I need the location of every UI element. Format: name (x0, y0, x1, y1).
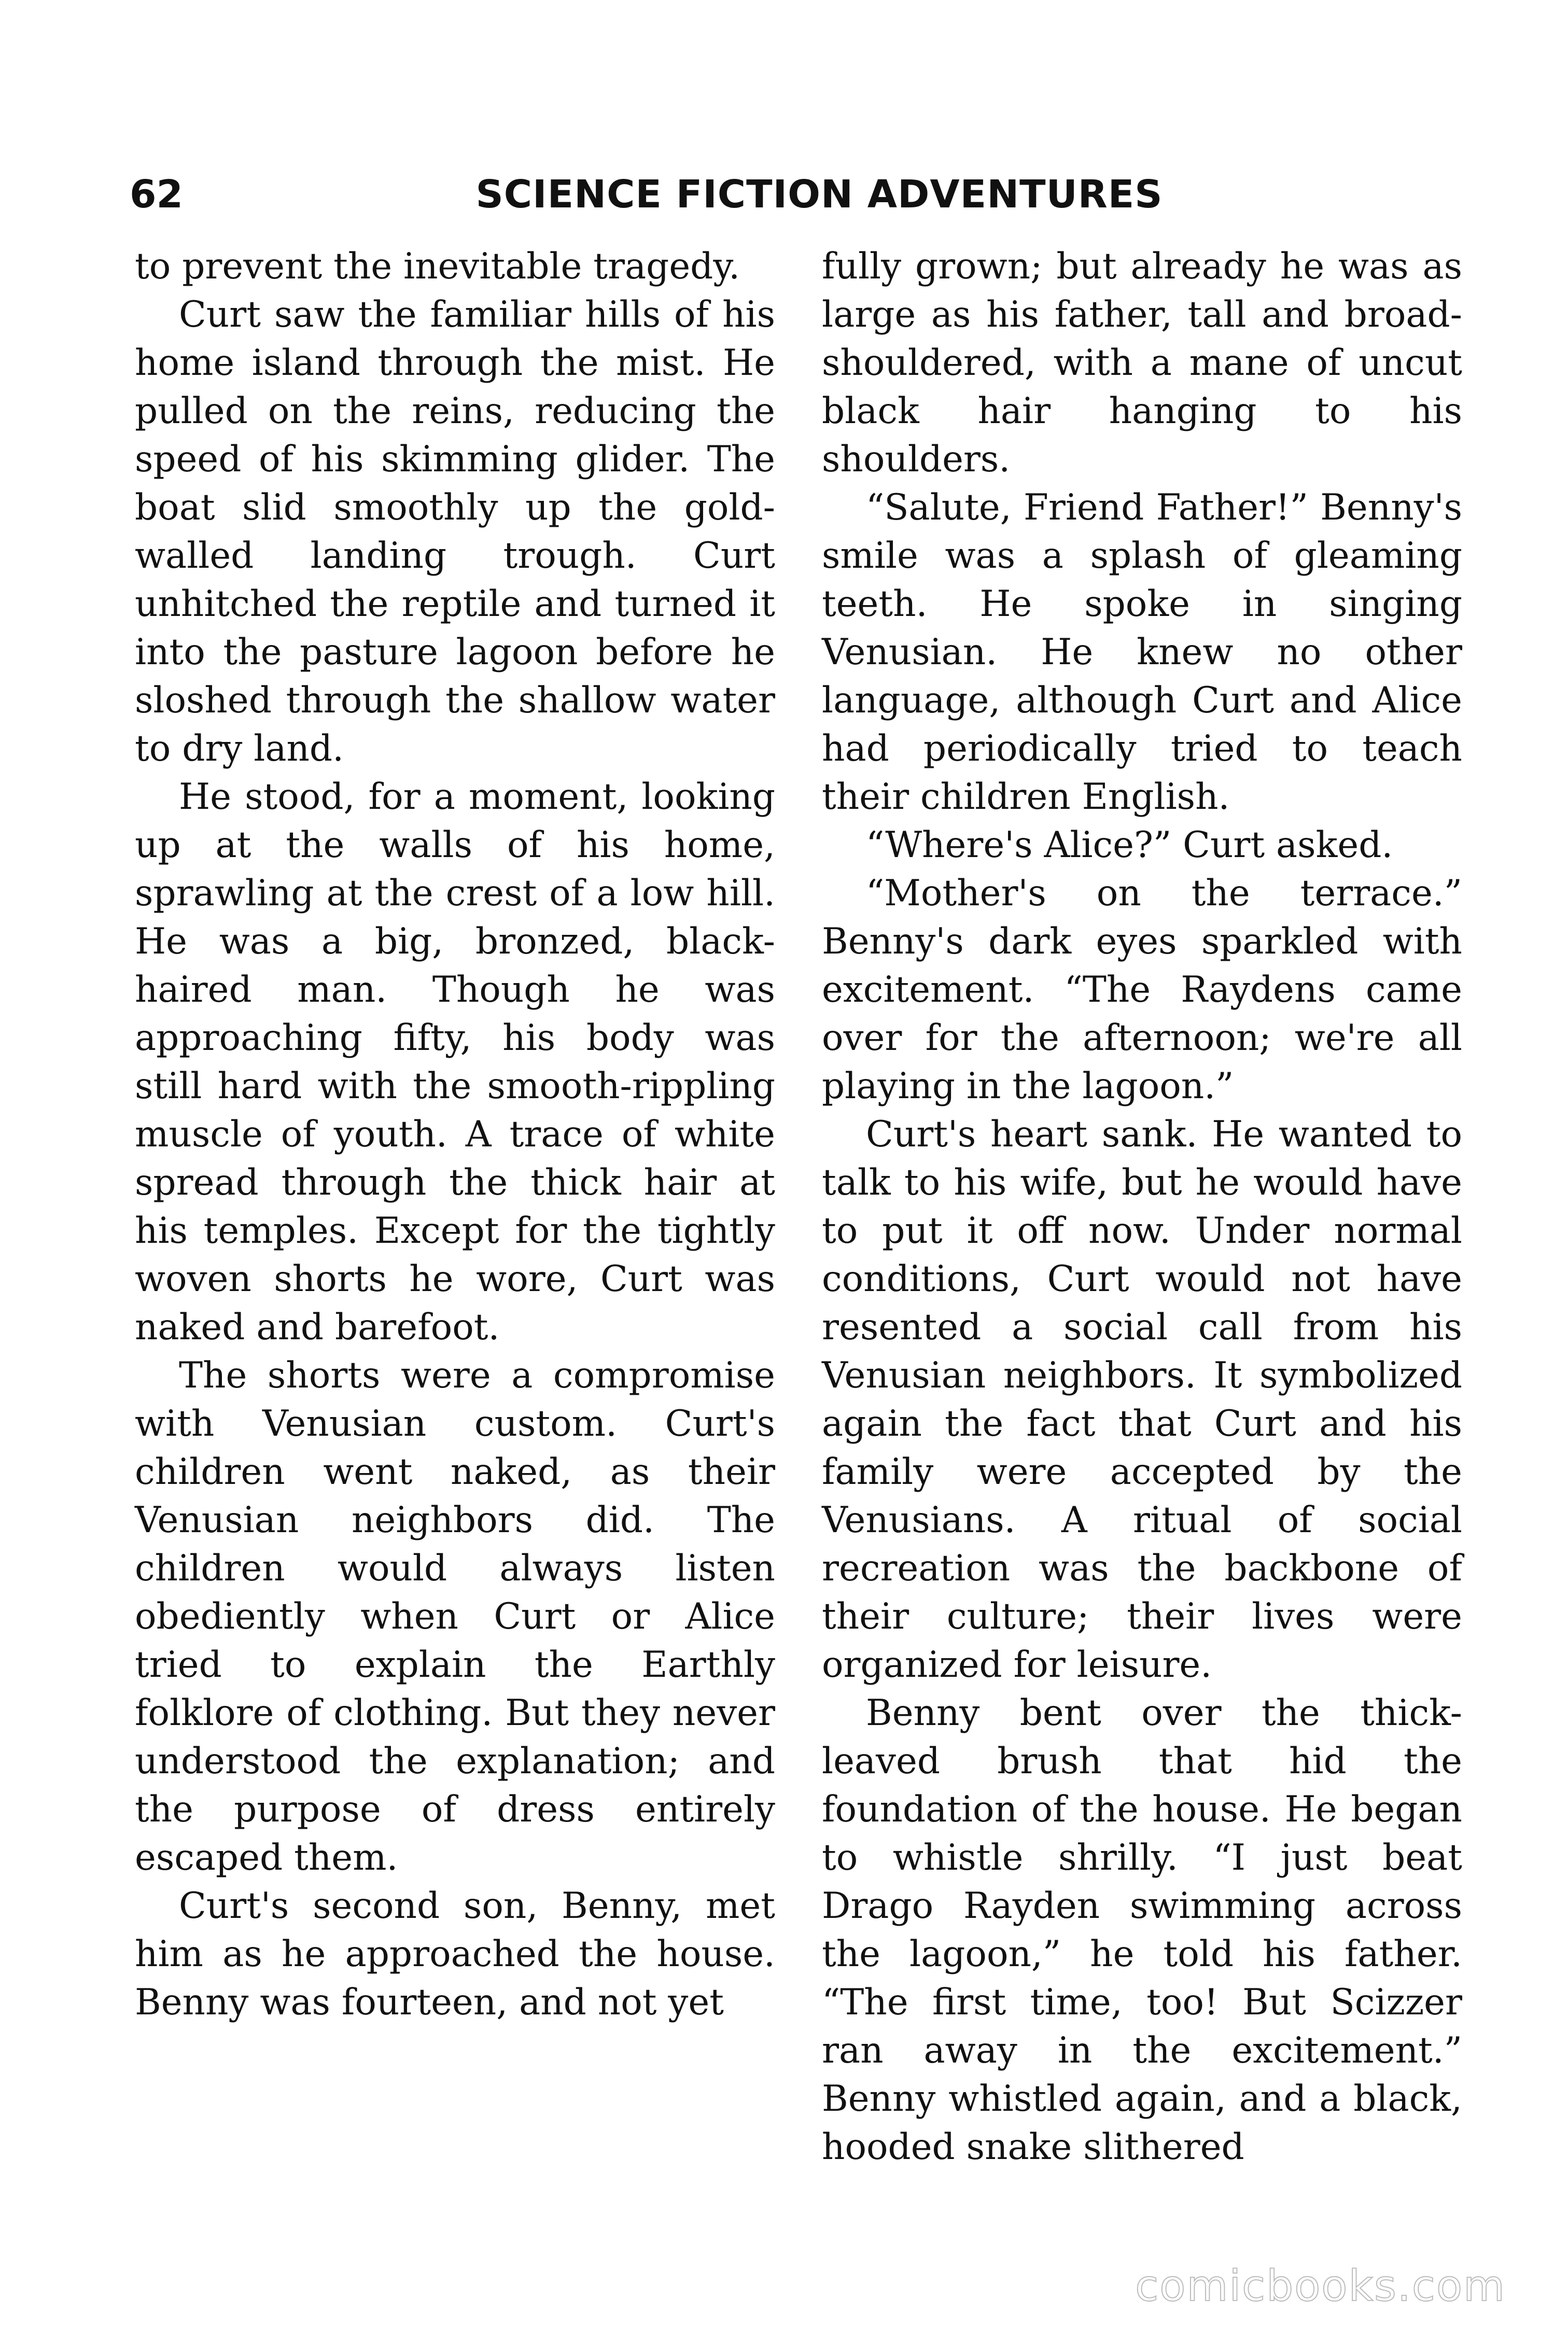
page-header (130, 166, 1436, 228)
left-column (135, 243, 775, 2027)
paragraph: Benny bent over the thick-leaved brush that hid the foundation of the house. He began to whistle shrilly. “I just beat Drago Rayden swimming across the lagoon,” he told his father. “The first time, too! But Scizzer ran away in the excitement.” Benny whistled again, and a black, hooded snake slithered (822, 1692, 1462, 2168)
running-head: SCIENCE FICTION ADVENTURES (475, 172, 1163, 217)
paragraph: Curt's second son, Benny, met him as he approached the house. Benny was fourteen, and not yet (135, 1885, 775, 2023)
paragraph: “Salute, Friend Father!” Benny's smile was a splash of gleaming teeth. He spoke in singing Venusian. He knew no other language, although Curt and Alice had periodically tried to teach their children English. (822, 487, 1462, 818)
paragraph: The shorts were a compromise with Venusian custom. Curt's children went naked, as their Venusian neighbors did. The children would always listen obediently when Curt or Alice tried to explain the Earthly folklore of clothing. But they never understood the explanation; and the purpose of dress entirely escaped them. (135, 1355, 775, 1879)
paragraph: Curt's heart sank. He wanted to talk to his wife, but he would have to put it off now. Under normal conditions, Curt would not have resented a social call from his Venusian neighbors. It symbolized again the fact that Curt and his family were accepted by the Venusians. A ritual of social recreation was the backbone of their culture; their lives were organized for leisure. (822, 1114, 1462, 1686)
paragraph: He stood, for a moment, looking up at the walls of his home, sprawling at the crest of a low hill. He was a big, bronzed, black-haired man. Though he was approaching fifty, his body was still hard with the smooth-rippling muscle of youth. A trace of white spread through the thick hair at his temples. Except for the tightly woven shorts he wore, Curt was naked and barefoot. (135, 776, 775, 1348)
right-column (822, 243, 1462, 2171)
paragraph: “Where's Alice?” Curt asked. (866, 824, 1393, 866)
paragraph: fully grown; but already he was as large as his father, tall and broad-shouldered, with a mane of uncut black hair hanging to his shoulders. (822, 246, 1462, 480)
paragraph: Curt saw the familiar hills of his home island through the mist. He pulled on the reins, reducing the speed of his skimming glider. The boat slid smoothly up the gold-walled landing trough. Curt unhitched the reptile and turned it into the pasture lagoon before he sloshed through the shallow water to dry land. (135, 294, 775, 769)
page-number: 62 (130, 172, 183, 217)
paragraph: to prevent the inevitable tragedy. (135, 246, 740, 287)
paragraph: “Mother's on the terrace.” Benny's dark eyes sparkled with excitement. “The Raydens came over for the afternoon; we're all playing in the lagoon.” (822, 873, 1462, 1107)
watermark: comicbooks.com (1135, 2262, 1506, 2311)
